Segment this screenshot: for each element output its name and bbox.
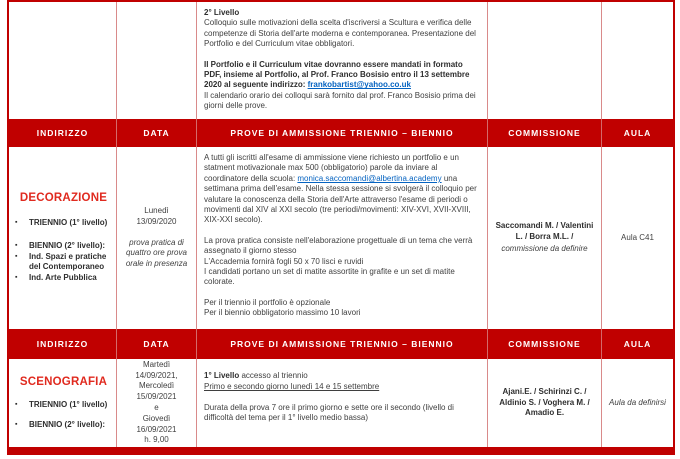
- header-aula: AULA: [601, 329, 673, 359]
- date-line: e: [154, 403, 159, 412]
- bullet-label: Ind. Arte Pubblica: [29, 273, 97, 283]
- prove-p1-after: una settimana prima dell'esame. Nella stessa sessione si svolgerà il colloquio per valutare la conoscenza della Storia dell'Arte attraverso l'esame di periodi o movimenti dal XIV al XXI secolo (tre periodi/movimenti: XIV-XVI, XVII-XVIII, XIX-XXI secolo).: [204, 173, 477, 225]
- decorazione-indirizzo-cell: [9, 147, 116, 329]
- scenografia-row: [9, 359, 673, 447]
- list-item: [15, 241, 112, 252]
- bullet-icon: ▪: [15, 274, 18, 282]
- bullet-icon: ▪: [15, 241, 18, 249]
- date-value: 13/09/2020: [136, 216, 177, 226]
- continuation-aula-cell: [601, 2, 673, 119]
- date-note: prova pratica di quattro ore prova orale in presenza: [125, 237, 188, 269]
- bosisio-email-link[interactable]: frankobartist@yahoo.co.uk: [307, 80, 411, 90]
- list-item: [15, 218, 112, 229]
- pdf-notice: Il Portfolio e il Curriculum vitae dovranno essere mandati in formato PDF, insieme al Portfolio, al Prof. Franco Bosisio entro il 13 settembre 2020 al seguente indirizzo:: [204, 59, 470, 90]
- commission-note: commissione da definire: [501, 243, 588, 253]
- decorazione-data-cell: [116, 147, 196, 329]
- continuation-row: [9, 2, 673, 119]
- header-commissione: COMMISSIONE: [487, 329, 601, 359]
- header-indirizzo: INDIRIZZO: [9, 329, 116, 359]
- table-header-1: [9, 119, 673, 147]
- header-indirizzo: INDIRIZZO: [9, 119, 116, 147]
- header-data: DATA: [116, 119, 196, 147]
- prove-p3-line2: Per il biennio obbligatorio massimo 10 lavori: [204, 308, 361, 318]
- date-line: h. 9,00: [144, 435, 169, 445]
- list-item: [15, 252, 112, 272]
- bullet-label: Ind. Spazi e pratiche del Contemporaneo: [29, 252, 107, 272]
- header-prove: PROVE DI AMMISSIONE TRIENNIO – BIENNIO: [196, 119, 487, 147]
- prove-p2-line2: L'Accademia fornirà fogli 50 x 70 lisci e ruvidi: [204, 256, 364, 266]
- continuation-indirizzo-cell: [9, 2, 116, 119]
- decorazione-aula-cell: [601, 147, 673, 329]
- decorazione-commissione-cell: [487, 147, 601, 329]
- saccomandi-email-link[interactable]: monica.saccomandi@albertina.academy: [297, 173, 442, 183]
- decorazione-prove-cell: [196, 147, 487, 329]
- admissions-table: [7, 0, 675, 455]
- header-commissione: COMMISSIONE: [487, 119, 601, 147]
- date-line: 16/09/2021: [136, 424, 177, 434]
- exam-days-underlined: Primo e secondo giorno lunedì 14 e 15 settembre: [204, 382, 380, 392]
- prove-p2-line1: La prova pratica consiste nell'elaborazione progettuale di un tema che verrà assegnato il giorno stesso: [204, 235, 473, 256]
- date-line: Mercoledì: [138, 381, 175, 391]
- aula-value: Aula C41: [621, 232, 654, 242]
- decorazione-row: [9, 147, 673, 329]
- list-item: [15, 400, 112, 411]
- scenografia-indirizzo-cell: [9, 359, 116, 447]
- level-2-title: 2° Livello: [204, 8, 240, 17]
- continuation-commissione-cell: [487, 2, 601, 119]
- bullet-icon: ▪: [15, 400, 18, 408]
- section-title-scenografia: SCENOGRAFIA: [19, 375, 108, 388]
- bullet-icon: ▪: [15, 421, 18, 428]
- level-2-intro: Colloquio sulle motivazioni della scelta d'iscriversi a Scultura e verifica delle competenze di Storia dell'arte moderna e contemporanea. Presentazione del Portfolio e del Curriculum vitae obbligatori.: [204, 18, 476, 49]
- table-header-2: [9, 329, 673, 359]
- next-header-band-cutoff: [9, 447, 673, 455]
- scenografia-prove-cell: [196, 359, 487, 447]
- calendar-note: Il calendario orario dei colloqui sarà fornito dal prof. Franco Bosisio prima dei giorni delle prove.: [204, 90, 476, 111]
- bullet-icon: ▪: [15, 253, 18, 261]
- date-line: 15/09/2021: [136, 392, 177, 402]
- bullet-label: TRIENNIO (1° livello): [29, 218, 108, 228]
- header-data: DATA: [116, 329, 196, 359]
- header-aula: AULA: [601, 119, 673, 147]
- scenografia-commissione-cell: [487, 359, 601, 447]
- section-title-decorazione: DECORAZIONE: [19, 192, 108, 205]
- aula-value: Aula da definirsi: [609, 397, 666, 407]
- bullet-label: BIENNIO (2° livello):: [29, 240, 106, 250]
- continuation-prove-cell: [196, 2, 487, 119]
- date-line: 14/09/2021,: [135, 370, 178, 380]
- prove-p3-line1: Per il triennio il portfolio è opzionale: [204, 297, 331, 307]
- commission-names: Saccomandi M. / Valentini L. / Borra M.L. /: [495, 221, 594, 242]
- continuation-data-cell: [116, 2, 196, 119]
- bullet-icon: ▪: [15, 219, 18, 227]
- prove-p1-before: A tutti gli iscritti all'esame di ammissione viene richiesto un portfolio e un statment motivazionale max 500 (obbligatorio) parole da inviare al coordinatore della scuola:: [204, 153, 459, 183]
- bullet-label: TRIENNIO (1° livello): [29, 399, 108, 409]
- commission-names: Ajani.E. / Schirinzi C. / Aldinio S. / Voghera M. / Amadio E.: [499, 386, 590, 418]
- date-line: Martedì: [142, 359, 171, 369]
- exam-duration: Durata della prova 7 ore il primo giorno e sette ore il secondo (livello di difficoltà del tema per il 1° livello medio bassa): [204, 402, 454, 423]
- prove-p2-line3: I candidati portano un set di matite assortite in grafite e un set di matite colorate.: [204, 266, 455, 287]
- level-1-label: 1° Livello: [204, 371, 240, 380]
- list-item: [15, 420, 112, 431]
- date-day: Lunedì: [144, 206, 169, 215]
- header-prove: PROVE DI AMMISSIONE TRIENNIO – BIENNIO: [196, 329, 487, 359]
- bullet-label: BIENNIO (2° livello):: [29, 420, 106, 429]
- date-line: Giovedì: [142, 413, 171, 423]
- scenografia-aula-cell: [601, 359, 673, 447]
- list-item: [15, 273, 112, 284]
- level-1-rest: accesso al triennio: [239, 371, 308, 380]
- scenografia-data-cell: [116, 359, 196, 447]
